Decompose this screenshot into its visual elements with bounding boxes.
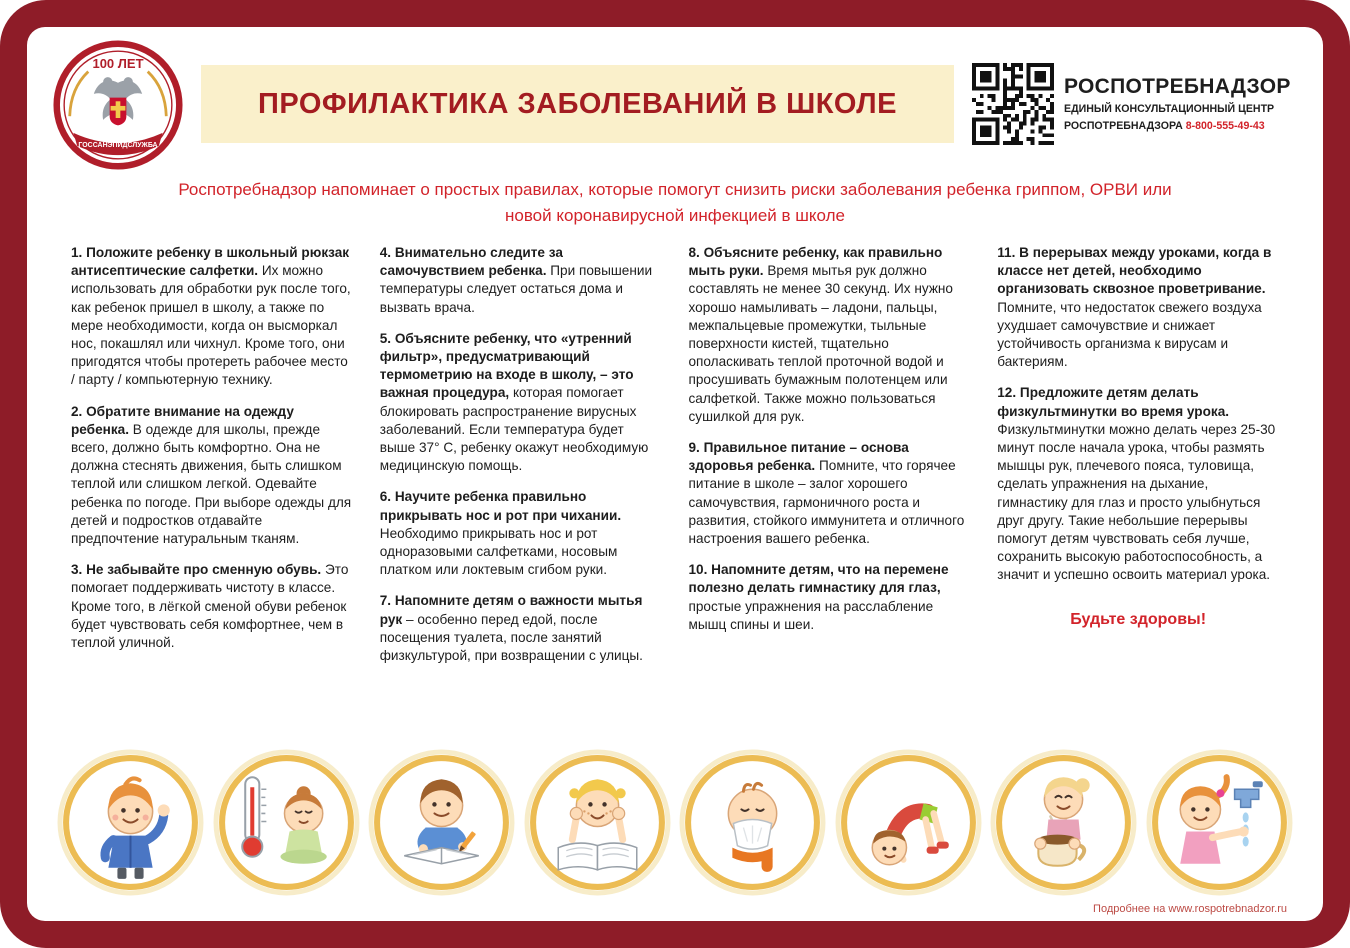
column-3 <box>689 244 971 743</box>
emblem-top-text: 100 ЛЕТ <box>92 55 144 71</box>
tip-6 <box>380 488 662 579</box>
boy-waving-icon <box>55 747 206 898</box>
tip-9-lead: 9. Правильное питание – основа здоровья ребенка. <box>688 440 909 474</box>
tip-11-body: Помните, что недостаток свежего воздуха ухудшает самочувствие и снижает устойчивость организма к вирусам и бактериям. <box>997 299 1262 370</box>
illustrations-row <box>53 743 1297 901</box>
tip-11 <box>997 244 1279 371</box>
tip-8-body: Время мытья рук должно составлять не менее 30 секунд. Их нужно хорошо намыливать – ладони, пальцы, межпальцевые промежутки, тыльные поверхности кистей, тщательно ополаскивать теплой проточной водой и просушивать бумажным полотенцем или салфеткой. Также можно пользоваться сушилкой для рук. <box>688 263 953 424</box>
girl-drinking-tea-icon <box>988 747 1139 898</box>
column-1 <box>71 244 353 743</box>
tip-11-lead: 11. В перерывах между уроками, когда в классе нет детей, необходимо организовать сквозное проветривание. <box>997 245 1272 297</box>
contact-block <box>972 63 1297 145</box>
tip-6-lead: 6. Научите ребенка правильно прикрывать нос и рот при чихании. <box>379 489 622 523</box>
page-title: ПРОФИЛАКТИКА ЗАБОЛЕВАНИЙ В ШКОЛЕ <box>258 87 897 120</box>
tip-8-lead: 8. Объясните ребенку, как правильно мыть руки. <box>688 245 943 279</box>
child-exercising-icon <box>833 747 984 898</box>
tip-10 <box>689 561 971 634</box>
tip-2-body: В одежде для школы, прежде всего, должно быть комфортно. Она не должна стеснять движения, быть слишком теплой или слишком легкой. Одевайте ребенка по погоде. При выборе одежды для детей и подростков отдавайте предпочтение натуральным тканям. <box>71 421 352 547</box>
emblem-bottom-text: ГОССАНЭПИДСЛУЖБА <box>78 141 158 149</box>
tip-3-lead: 3. Не забывайте про сменную обувь. <box>71 562 322 578</box>
poster-body <box>27 27 1323 921</box>
tip-1-lead: 1. Положите ребенку в школьный рюкзак антисептические салфетки. <box>71 245 350 279</box>
tip-7 <box>380 592 662 665</box>
tip-1 <box>71 244 353 390</box>
hotline-phone: 8-800-555-49-43 <box>1185 120 1265 132</box>
column-2 <box>380 244 662 743</box>
anniversary-emblem-icon <box>53 40 183 170</box>
tip-9 <box>689 439 971 548</box>
thermometer-child-icon <box>211 747 362 898</box>
closing-wish: Будьте здоровы! <box>1070 610 1207 628</box>
tip-7-body: – особенно перед едой, после посещения туалета, после занятий физкультурой, при возвращении с улицы. <box>379 611 643 664</box>
tip-3 <box>71 561 353 652</box>
qr-code-icon <box>972 63 1054 145</box>
intro-text: Роспотребнадзор напоминает о простых правилах, которые помогут снизить риски заболевания ребенка гриппом, ОРВИ или новой коронавирусной инфекцией в школе <box>178 180 1172 225</box>
call-center-line2: РОСПОТРЕБНАДЗОРА <box>1064 120 1183 132</box>
tip-2-lead: 2. Обратите внимание на одежду ребенка. <box>71 403 294 437</box>
column-4 <box>997 244 1279 743</box>
tip-10-lead: 10. Напомните детям, что на перемене полезно делать гимнастику для глаз, <box>688 562 949 596</box>
tip-12 <box>997 384 1279 584</box>
tips-columns <box>53 228 1297 743</box>
tip-9-body: Помните, что горячее питание в школе – залог хорошего самочувствия, гармоничного роста и развития, стойкого иммунитета и отличного настроения вашего ребенка. <box>688 458 965 547</box>
child-reading-icon <box>522 747 673 898</box>
tip-12-lead: 12. Предложите детям делать физкультминутки во время урока. <box>997 385 1230 419</box>
tip-5 <box>380 330 662 476</box>
tip-6-body: Необходимо прикрывать нос и рот одноразовыми салфетками, носовым платком или локтевым сгибом руки. <box>379 525 618 578</box>
tip-4 <box>380 244 662 317</box>
tip-8 <box>689 244 971 426</box>
tip-4-lead: 4. Внимательно следите за самочувствием ребенка. <box>379 245 563 279</box>
tip-12-body: Физкультминутки можно делать через 25-30 минут после начала урока, чтобы размять мышцы рук, плечевого пояса, туловища, сделать упражнения на дыхание, гимнастику для глаз и просто улыбнуться друг другу. Такие небольшие перерывы помогут детям чувствовать себя лучше, сохранить высокую работоспособность, а значит и успешно освоить материал урока. <box>997 421 1276 583</box>
boy-writing-icon <box>366 747 517 898</box>
call-center-line1: ЕДИНЫЙ КОНСУЛЬТАЦИОННЫЙ ЦЕНТР <box>1064 102 1275 115</box>
girl-washing-hands-icon <box>1144 747 1295 898</box>
brand-name: РОСПОТРЕБНАДЗОР <box>1064 74 1291 98</box>
title-banner <box>201 65 954 143</box>
tip-10-body: простые упражнения на расслабление мышц спины и шеи. <box>688 598 934 632</box>
tip-7-lead: 7. Напомните детям о важности мытья рук <box>379 593 643 627</box>
footer-link: Подробнее на www.rospotrebnadzor.ru <box>1093 903 1287 915</box>
tip-5-body: которая помогает блокировать распространение вирусных заболеваний. Если температура будет выше 37° С, ребенку окажут необходимую медицинскую помощь. <box>379 385 649 474</box>
child-sneezing-icon <box>677 747 828 898</box>
tip-2 <box>71 403 353 549</box>
tip-4-body: При повышении температуры следует остаться дома и вызвать врача. <box>379 263 653 315</box>
tip-3-body: Это помогает поддерживать чистоту в классе. Кроме того, в лёгкой сменой обуви ребенок будет чувствовать себя комфортнее, чем в теплой уличной. <box>71 562 349 651</box>
tip-5-lead: 5. Объясните ребенку, что «утренний фильтр», предусматривающий термометрию на входе в школу, – это важная процедура, <box>379 330 634 401</box>
header <box>53 41 1297 167</box>
tip-1-body: Их можно использовать для обработки рук после того, как ребенок пришел в школу, а также по мере необходимости, когда он высморкал нос, покашлял или чихнул. Кроме того, они пригодятся чтобы протереть рабочее место / парту / компьютерную технику. <box>71 263 351 388</box>
